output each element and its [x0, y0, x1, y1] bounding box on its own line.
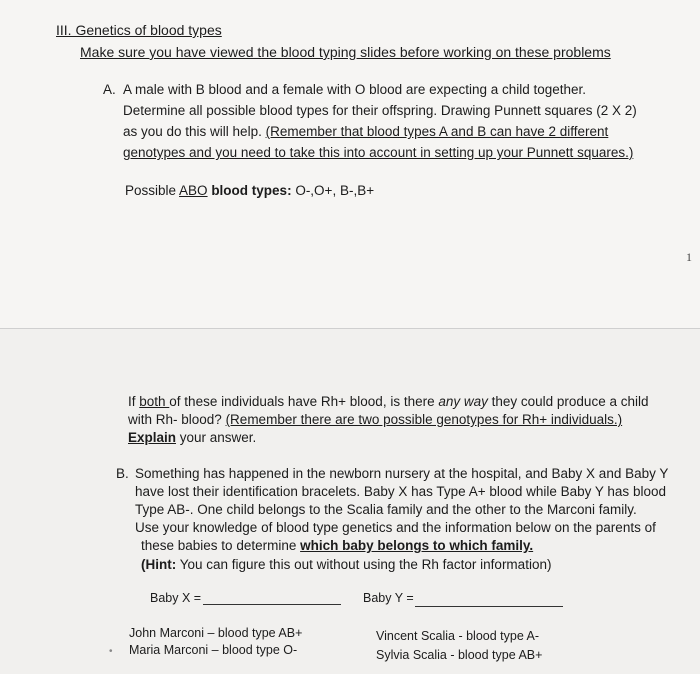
parent-john-marconi: John Marconi – blood type AB+ [129, 626, 303, 640]
hint-line: (Hint: You can figure this out without using the Rh factor information) [141, 557, 552, 572]
question-b-line-5: these babies to determine which baby belongs to which family. [141, 538, 534, 553]
question-b-line-3: Type AB-. One child belongs to the Scalia family and the other to the Marconi family. [135, 502, 637, 517]
question-a-line-2: Determine all possible blood types for their offspring. Drawing Punnett squares (2 X 2) [123, 103, 637, 118]
rh-question-line-3: Explain your answer. [128, 430, 257, 445]
baby-x-answer-blank[interactable] [203, 604, 341, 605]
question-b-line-1: Something has happened in the newborn nursery at the hospital, and Baby X and Baby Y [135, 466, 669, 481]
question-a-label: A. [103, 82, 116, 97]
baby-y-label: Baby Y = [363, 591, 414, 605]
question-b-line-4: Use your knowledge of blood type genetics and the information below on the parents of [135, 520, 656, 535]
question-a-line-3: as you do this will help. (Remember that blood types A and B can have 2 different [123, 124, 609, 139]
question-b-line-2: have lost their identification bracelets. Baby X has Type A+ blood while Baby Y has blood [135, 484, 666, 499]
baby-y-answer-blank[interactable] [415, 606, 563, 607]
question-a-line-1: A male with B blood and a female with O blood are expecting a child together. [123, 82, 587, 97]
question-b-label: B. [116, 466, 129, 481]
stray-mark: • [109, 646, 113, 657]
possible-blood-types-answer: Possible ABO blood types: O-,O+, B-,B+ [125, 183, 375, 198]
rh-question-line-1: If both of these individuals have Rh+ blood, is there any way they could produce a child [128, 394, 649, 409]
section-title: III. Genetics of blood types [56, 22, 222, 38]
section-instruction: Make sure you have viewed the blood typing slides before working on these problems [80, 44, 611, 60]
parent-maria-marconi: Maria Marconi – blood type O- [129, 643, 298, 657]
question-a-line-4: genotypes and you need to take this into account in setting up your Punnett squares.) [123, 145, 634, 160]
baby-x-label: Baby X = [150, 591, 202, 605]
page-number: 1 [686, 250, 692, 264]
rh-question-line-2: with Rh- blood? (Remember there are two possible genotypes for Rh+ individuals.) [128, 412, 623, 427]
parent-sylvia-scalia: Sylvia Scalia - blood type AB+ [376, 648, 543, 662]
parent-vincent-scalia: Vincent Scalia - blood type A- [376, 629, 540, 643]
